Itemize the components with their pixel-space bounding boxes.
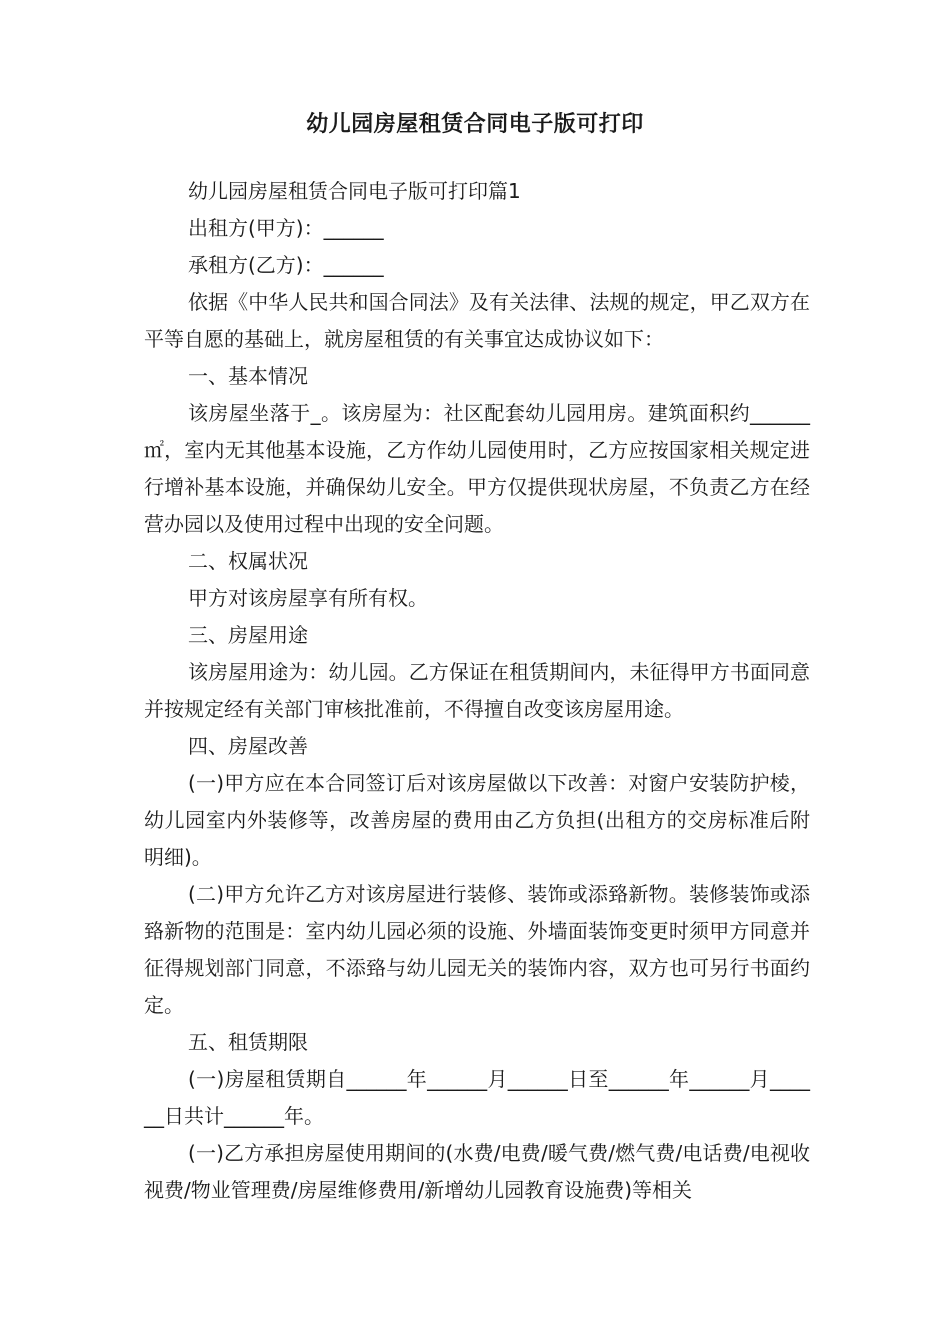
section-heading-basic-info: 一、基本情况 <box>188 364 308 388</box>
paragraph-lessor: 出租方(甲方)：______ <box>188 216 384 240</box>
section-heading-term: 五、租赁期限 <box>188 1030 308 1054</box>
document-title: 幼儿园房屋租赁合同电子版可打印 <box>306 112 644 137</box>
document-body <box>144 173 810 1209</box>
paragraph-improvement-2: (二)甲方允许乙方对该房屋进行装修、装饰或添臵新物。装修装饰或添臵新物的范围是：室内幼儿园必须的设施、外墙面装饰变更时须甲方同意并征得规划部门同意，不添臵与幼儿园无关的装饰内容，双方也可另行书面约定。 <box>144 882 810 1017</box>
paragraph-usage: 该房屋用途为：幼儿园。乙方保证在租赁期间内，未征得甲方书面同意并按规定经有关部门审核批准前，不得擅自改变该房屋用途。 <box>144 660 810 721</box>
paragraph-ownership: 甲方对该房屋享有所有权。 <box>188 586 428 610</box>
section-heading-improvement: 四、房屋改善 <box>188 734 308 758</box>
section-heading-usage: 三、房屋用途 <box>188 623 308 647</box>
paragraph-improvement-1: (一)甲方应在本合同签订后对该房屋做以下改善：对窗户安装防护棱，幼儿园室内外装修等，改善房屋的费用由乙方负担(出租方的交房标准后附明细)。 <box>144 771 810 869</box>
paragraph-heading-part1: 幼儿园房屋租赁合同电子版可打印篇1 <box>188 179 521 203</box>
paragraph-lessee: 承租方(乙方)：______ <box>188 253 384 277</box>
section-heading-ownership: 二、权属状况 <box>188 549 308 573</box>
paragraph-term: (一)房屋租赁期自______年______月______日至______年______月______日共计______年。 <box>144 1067 810 1128</box>
paragraph-legal-basis: 依据《中华人民共和国合同法》及有关法律、法规的规定，甲乙双方在平等自愿的基础上，就房屋租赁的有关事宜达成协议如下： <box>144 290 810 351</box>
paragraph-basic-info: 该房屋坐落于_。该房屋为：社区配套幼儿园用房。建筑面积约______ ㎡，室内无其他基本设施，乙方作幼儿园使用时，乙方应按国家相关规定进行增补基本设施，并确保幼儿安全。甲方仅提供现状房屋，不负责乙方在经营办园以及使用过程中出现的安全问题。 <box>144 401 810 536</box>
paragraph-expenses: (一)乙方承担房屋使用期间的(水费/电费/暖气费/燃气费/电话费/电视收视费/物业管理费/房屋维修费用/新增幼儿园教育设施费)等相关 <box>144 1141 810 1202</box>
